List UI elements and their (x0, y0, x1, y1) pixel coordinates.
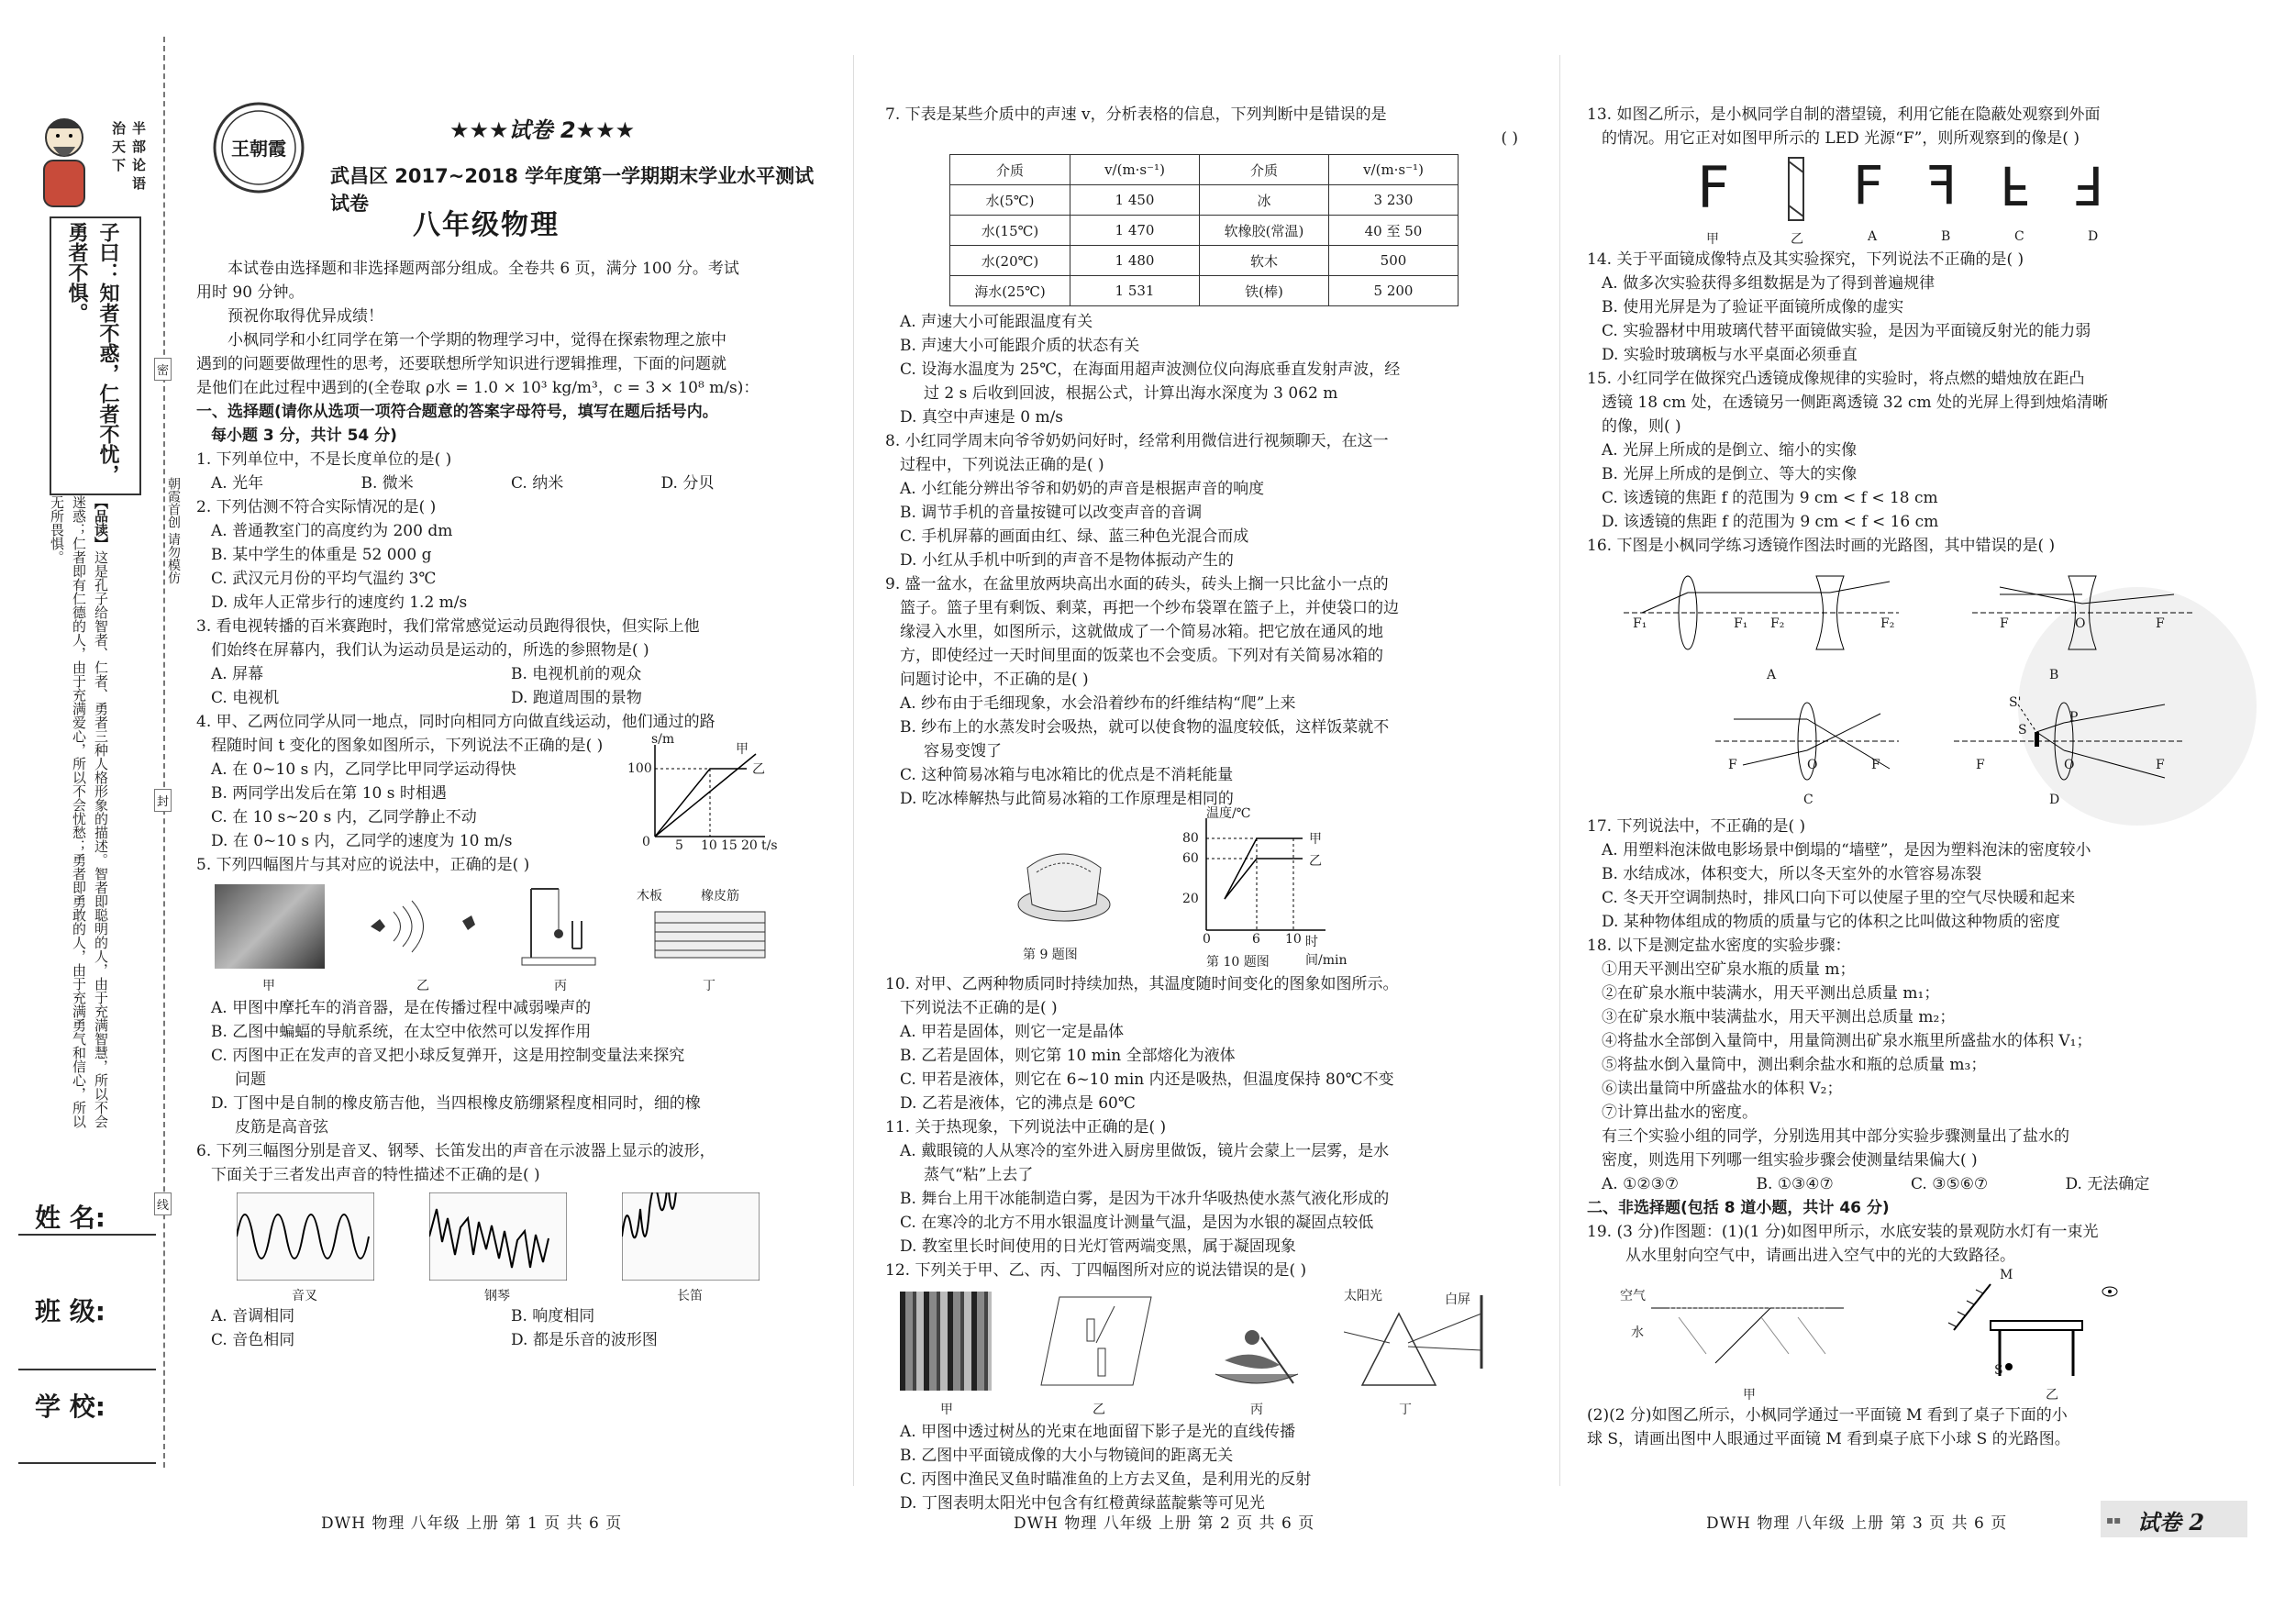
option-cont: 过 2 s 后收到回波，根据公式，计算出海水深度为 3 062 m (924, 384, 1338, 403)
simple-fridge-image (1014, 831, 1115, 932)
table-cell: 5 200 (1329, 276, 1459, 306)
section-1-heading-cont: 每小题 3 分，共计 54 分) (211, 427, 397, 445)
table-cell: 软木 (1200, 246, 1329, 276)
step: ④将盐水全部倒入量筒中，用量筒测出矿泉水瓶里所盛盐水的体积 V₁； (1602, 1032, 2092, 1050)
option[interactable]: D. 成年人正常步行的速度约 1.2 m/s (211, 593, 468, 612)
question-8-cont: 过程中，下列说法正确的是( ) (900, 456, 1104, 474)
figure-label: A (1767, 668, 1777, 682)
school-field[interactable] (18, 1462, 156, 1464)
point-p-label: P (2069, 710, 2079, 725)
intro-line: 本试卷由选择题和非选择题两部分组成。全卷共 6 页，满分 100 分。考试 (227, 260, 739, 278)
focus-label: F₁ (1633, 616, 1647, 631)
question-13-cont: 的情况。用它正对如图甲所示的 LED 光源“F”，则所观察到的像是( ) (1602, 129, 2080, 148)
option-cont: 容易变馊了 (924, 742, 1002, 760)
white-screen-label: 白屏 (1445, 1292, 1470, 1307)
graph-x6: 6 (1252, 932, 1260, 947)
motorcycle-image (215, 884, 325, 969)
q16-lens-diagrams (1587, 558, 2220, 815)
forest-light-image (900, 1292, 992, 1391)
line-yi-label: 乙 (1309, 854, 1322, 869)
option[interactable]: D. 无法确定 (2065, 1175, 2150, 1193)
option[interactable]: B. 微米 (360, 474, 414, 493)
question-8: 8. 小红同学周末向爷爷奶奶问好时，经常利用微信进行视频聊天，在这一 (885, 432, 1389, 450)
question-19: 19. (3 分)作图题：(1)(1 分)如图甲所示，水底安装的景观防水灯有一束光 (1587, 1223, 2099, 1241)
motto-char: 天 (112, 139, 127, 155)
image-point-label: S' (2009, 695, 2022, 710)
question-10: 10. 对甲、乙两种物质同时持续加热，其温度随时间变化的图象如图所示。 (885, 975, 1399, 993)
prism-dispersion-image (1344, 1286, 1500, 1394)
option-b-image: F (1926, 154, 1958, 216)
table-cell: 1 531 (1070, 276, 1200, 306)
figure-label: C (2014, 229, 2024, 244)
question-13: 13. 如图乙所示，是小枫同学自制的潜望镜，利用它能在隐蔽处观察到外面 (1587, 105, 2101, 124)
class-label: 班 级: (35, 1296, 105, 1326)
optical-center-label: O (1807, 758, 1818, 772)
school-label: 学 校: (35, 1392, 105, 1422)
question-15-cont: 的像，则( ) (1602, 417, 1681, 436)
motto-char: 下 (112, 157, 127, 173)
option[interactable]: D. 小红从手机中听到的声音不是物体振动产生的 (900, 551, 1234, 570)
q6-options-row1 (211, 1304, 811, 1328)
step: ①用天平测出空矿泉水瓶的质量 m； (1602, 960, 1856, 979)
motto-char: 部 (132, 139, 147, 155)
question-16: 16. 下图是小枫同学练习透镜作图法时画的光路图，其中错误的是( ) (1587, 537, 2056, 555)
question-15-cont: 透镜 18 cm 处，在透镜另一侧距离透镜 32 cm 处的光屏上得到烛焰清晰 (1602, 394, 2108, 412)
question-18: 18. 以下是测定盐水密度的实验步骤： (1587, 937, 1851, 955)
waveform-label: 钢琴 (484, 1289, 510, 1303)
focus-label: F (1871, 758, 1880, 772)
graph-y100: 100 (627, 761, 652, 776)
graph-y80: 80 (1182, 831, 1199, 846)
option[interactable]: C. 丙图中渔民叉鱼时瞄准鱼的上方去叉鱼，是利用光的反射 (900, 1470, 1312, 1489)
option[interactable]: A. 用塑料泡沫做电影场景中倒塌的“墙壁”，是因为塑料泡沫的密度较小 (1602, 841, 2091, 859)
water-light-diagram (1651, 1281, 1853, 1372)
page-1 (193, 0, 816, 1597)
option[interactable]: A. ①②③⑦ (1602, 1175, 1680, 1193)
question-2: 2. 下列估测不符合实际情况的是( ) (196, 498, 437, 516)
question-18-tail: 密度，则选用下列哪一组实验步骤会使测量结果偏大( ) (1602, 1151, 1978, 1170)
intro-line: 小枫同学和小红同学在第一个学期的物理学习中，觉得在探索物理之旅中 (227, 331, 727, 349)
option[interactable]: C. 在 10 s~20 s 内，乙同学静止不动 (211, 808, 477, 826)
figure-label: 丙 (554, 979, 567, 993)
table-header-cell: 介质 (950, 155, 1070, 185)
table-header-cell: v/(m·s⁻¹) (1070, 155, 1200, 185)
figure-label: 甲 (940, 1403, 953, 1417)
intro-line: 遇到的问题要做理性的思考，还要联想所学知识进行逻辑推理，下面的问题就 (196, 355, 727, 373)
option[interactable]: D. 都是乐音的波形图 (511, 1331, 658, 1349)
figure-label: 乙 (416, 979, 429, 993)
option[interactable]: A. 普通教室门的高度约为 200 dm (211, 522, 453, 540)
step: ⑦计算出盐水的密度。 (1602, 1103, 1758, 1122)
q18-options (1602, 1172, 2220, 1196)
question-18-tail: 有三个实验小组的同学，分别选用其中部分实验步骤测量出了盐水的 (1602, 1127, 2069, 1146)
figure-label: A (1868, 229, 1878, 244)
question-7: 7. 下表是某些介质中的声速 v，分析表格的信息，下列判断中是错误的是 (885, 105, 1387, 124)
option[interactable]: C. 手机屏幕的画面由红、绿、蓝三种色光混合而成 (900, 527, 1249, 546)
reading-text: 这是孔子给智者、仁者、勇者三种人格形象的描述。智者即聪明的人，由于充满智慧，所以不会迷惑；仁者即有仁德的人，由于充满爱心，所以不会忧愁；勇者即勇敢的人，由于充满勇气和信心，所以无所畏惧。 (49, 495, 109, 1128)
sidebar (0, 0, 181, 1597)
name-label: 姓 名: (35, 1203, 105, 1233)
question-19-cont: 从水里射向空气中，请画出进入空气中的光的大致路径。 (1625, 1247, 2015, 1265)
graph-xlabel: t/s (761, 838, 778, 853)
mirror-table-diagram (1936, 1275, 2137, 1385)
class-field[interactable] (18, 1369, 156, 1370)
table-header-cell: 介质 (1200, 155, 1329, 185)
option[interactable]: D. 教室里长时间使用的日光灯管两端变黑，属于凝固现象 (900, 1237, 1296, 1256)
copyright-stamp: 朝霞首创 请勿模仿 (166, 477, 181, 584)
figure-label: D (2049, 793, 2060, 807)
optical-center-label: O (2075, 616, 2086, 631)
focus-label: F₂ (1880, 616, 1895, 631)
option[interactable]: A. 纱布由于毛细现象，水会沿着纱布的纤维结构“爬”上来 (900, 694, 1296, 713)
waveform-flute (622, 1192, 760, 1284)
waveform-tuning-fork (237, 1192, 374, 1284)
plane-mirror-image (1032, 1288, 1160, 1394)
option[interactable]: B. 水结成冰，体积变大，所以冬天室外的水管容易冻裂 (1602, 865, 1982, 883)
table-cell: 冰 (1200, 185, 1329, 216)
graph-y60: 60 (1182, 851, 1199, 866)
motto-char: 语 (132, 175, 147, 192)
option[interactable]: D. 实验时玻璃板与水平桌面必须垂直 (1602, 346, 1858, 364)
question-10-cont: 下列说法不正确的是( ) (900, 999, 1058, 1017)
option[interactable]: A. 甲图中摩托车的消音器，是在传播过程中减弱噪声的 (211, 999, 592, 1017)
page-2 (885, 0, 1518, 1597)
option[interactable]: D. 该透镜的焦距 f 的范围为 9 cm < f < 16 cm (1602, 513, 1939, 531)
bat-sound-image (352, 884, 490, 969)
rubber-band-guitar-image (637, 884, 783, 969)
graph-x0: 0 (1203, 932, 1211, 947)
exam-number: ★★★试卷 2★★★ (449, 117, 636, 143)
step: ⑤将盐水倒入量筒中，测出剩余盐水和瓶的总质量 m₃； (1602, 1056, 1987, 1074)
corner-tab (2101, 1501, 2247, 1537)
q12-figures (885, 1282, 1518, 1420)
subject-title: 八年级物理 (413, 209, 560, 241)
figure-label: 乙 (1093, 1403, 1105, 1417)
question-11: 11. 关于热现象，下列说法中正确的是( ) (885, 1118, 1167, 1137)
table-cell: 500 (1329, 246, 1459, 276)
tuning-fork-image (517, 884, 600, 969)
table-row (950, 185, 1459, 216)
question-6-cont: 下面关于三者发出声音的特性描述不正确的是( ) (211, 1166, 540, 1184)
question-15: 15. 小红同学在做探究凸透镜成像规律的实验时，将点燃的蜡烛放在距凸 (1587, 370, 2085, 388)
q5-figures (196, 877, 811, 996)
table-cell: 3 230 (1329, 185, 1459, 216)
table-cell: 1 450 (1070, 185, 1200, 216)
option[interactable]: A. 在 0~10 s 内，乙同学比甲同学运动得快 (211, 760, 516, 779)
option-cont: 问题 (235, 1070, 266, 1089)
q1-options (211, 471, 811, 495)
option[interactable]: A. 屏幕 (211, 665, 264, 683)
option[interactable]: D. 丁图表明太阳光中包含有红橙黄绿蓝靛紫等可见光 (900, 1494, 1265, 1513)
option[interactable]: D. 分贝 (660, 474, 715, 493)
corner-label: 试卷 2 (2137, 1509, 2205, 1536)
option[interactable]: A. 声速大小可能跟温度有关 (900, 313, 1093, 331)
table-header-row (950, 155, 1459, 185)
question-17: 17. 下列说法中，不正确的是( ) (1587, 817, 1806, 836)
figure-label: B (2049, 668, 2059, 682)
logo (204, 97, 314, 198)
focus-label: F (2000, 616, 2009, 631)
object-point-label: S (2018, 723, 2027, 738)
table-cell: 1 480 (1070, 246, 1200, 276)
option-cont: 蒸气“粘”上去了 (924, 1166, 1034, 1184)
focus-label: F (2156, 758, 2165, 772)
question-14: 14. 关于平面镜成像特点及其实验探究，下列说法不正确的是( ) (1587, 250, 2024, 269)
question-4: 4. 甲、乙两位同学从同一地点，同时向相同方向做直线运动，他们通过的路 (196, 713, 715, 731)
table-cell: 1 470 (1070, 216, 1200, 246)
q3-options-row1 (211, 662, 811, 686)
option[interactable]: C. 该透镜的焦距 f 的范围为 9 cm < f < 18 cm (1602, 489, 1938, 507)
water-label: 水 (1631, 1325, 1644, 1340)
section-2-heading: 二、非选择题(包括 8 道小题，共计 46 分) (1587, 1199, 1890, 1217)
option-a-image: F (1853, 154, 1884, 216)
option-d-image: F (2073, 154, 2104, 216)
table-cell: 水(20℃) (950, 246, 1070, 276)
table-cell: 海水(25℃) (950, 276, 1070, 306)
option[interactable]: B. 纱布上的水蒸发时会吸热，就可以使食物的温度较低，这样饭菜就不 (900, 718, 1390, 737)
intro-block (196, 257, 811, 1352)
question-1: 1. 下列单位中，不是长度单位的是( ) (196, 450, 452, 469)
question-19-part2: (2)(2 分)如图乙所示，小枫同学通过一平面镜 M 看到了桌子下面的小 (1587, 1406, 2068, 1425)
option[interactable]: A. 小红能分辨出爷爷和奶奶的声音是根据声音的响度 (900, 480, 1265, 498)
option[interactable]: B. 乙图中平面镜成像的大小与物镜间的距离无关 (900, 1447, 1234, 1465)
question-19-part2-cont: 球 S，请画出图中人眼通过平面镜 M 看到桌子底下小球 S 的光路图。 (1587, 1430, 2070, 1448)
table-row (950, 246, 1459, 276)
sunlight-label: 太阳光 (1344, 1289, 1382, 1303)
lens-diagram-c (1715, 695, 1899, 787)
question-4-cont: 程随时间 t 变化的图象如图所示，下列说法不正确的是( ) (211, 737, 604, 755)
motto-char: 半 (132, 120, 147, 137)
question-6: 6. 下列三幅图分别是音叉、钢琴、长笛发出的声音在示波器上显示的波形， (196, 1142, 715, 1160)
figure-label: C (1803, 793, 1814, 807)
step: ②在矿泉水瓶中装满水，用天平测出总质量 m₁； (1602, 984, 1940, 1003)
periscope-image (1780, 154, 1816, 224)
question-5: 5. 下列四幅图片与其对应的说法中，正确的是( ) (196, 856, 530, 874)
intro-line: 用时 90 分钟。 (196, 283, 305, 302)
figure-label: D (2088, 229, 2099, 244)
graph-y0: 0 (642, 835, 650, 849)
q13-figures (1587, 150, 2220, 248)
option[interactable]: A. 戴眼镜的人从寒冷的室外进入厨房里做饭，镜片会蒙上一层雾，是水 (900, 1142, 1390, 1160)
page-footer: DWH 物理 八年级 上册 第 1 页 共 6 页 (321, 1514, 623, 1533)
lens-diagram-a (1624, 567, 1899, 659)
air-label: 空气 (1620, 1289, 1646, 1303)
table-cell: 水(15℃) (950, 216, 1070, 246)
option[interactable]: D. 丁图中是自制的橡皮筋吉他，当四根橡皮筋绷紧程度相同时，细的橡 (211, 1094, 701, 1113)
step: ③在矿泉水瓶中装满盐水，用天平测出总质量 m₂； (1602, 1008, 1956, 1026)
focus-label: F (2156, 616, 2165, 631)
intro-line: 预祝你取得优异成绩！ (227, 307, 383, 326)
option[interactable]: A. 音调相同 (211, 1307, 295, 1325)
option[interactable]: D. 乙若是液体，它的沸点是 60℃ (900, 1094, 1136, 1113)
waveform-label: 长笛 (677, 1289, 703, 1303)
option[interactable]: D. 吃冰棒解热与此简易冰箱的工作原理是相同的 (900, 790, 1234, 808)
graph-x10: 10 (1285, 932, 1302, 947)
focus-label: F (1976, 758, 1985, 772)
option-cont: 皮筋是高音弦 (235, 1118, 328, 1137)
lens-diagram-b (1972, 567, 2192, 659)
option[interactable]: A. 做多次实验获得多组数据是为了得到普遍规律 (1602, 274, 1936, 293)
option[interactable]: C. 电视机 (211, 689, 280, 707)
option[interactable]: B. 电视机前的观众 (511, 665, 642, 683)
question-3-cont: 们始终在屏幕内，我们认为运动员是运动的，所选的参照物是( ) (211, 641, 649, 660)
option[interactable]: B. 响度相同 (511, 1307, 595, 1325)
lens-diagram-d (1954, 695, 2183, 787)
option[interactable]: C. 丙图中正在发声的音叉把小球反复弹开，这是用控制变量法来探究 (211, 1047, 685, 1065)
option[interactable]: C. 这种简易冰箱与电冰箱比的优点是不消耗能量 (900, 766, 1234, 784)
option[interactable]: B. 声速大小可能跟介质的状态有关 (900, 337, 1140, 355)
logo-text: 王朝霞 (231, 138, 286, 160)
line-yi-label: 乙 (752, 762, 765, 777)
graph-xtick: 20 (741, 838, 758, 853)
graph-xtick: 15 (721, 838, 738, 853)
line-jia-label: 甲 (1309, 832, 1322, 847)
table-row (950, 216, 1459, 246)
confucius-portrait (28, 110, 101, 211)
figure-label: 乙 (1791, 232, 1803, 247)
question-9-cont: 方，即使经过一天时间里面的饭菜也不会变质。下列对有关简易冰箱的 (900, 647, 1383, 665)
fisherman-image (1206, 1319, 1307, 1392)
motto-quote-box (50, 216, 141, 495)
intro-line: 是他们在此过程中遇到的(全卷取 ρ水 = 1.0 × 10³ kg/m³，c = 3 × 10⁸ m/s)： (196, 379, 760, 397)
reading-box (46, 495, 141, 1128)
graph-y20: 20 (1182, 892, 1199, 906)
option[interactable]: A. 光屏上所成的是倒立、缩小的实像 (1602, 441, 1858, 460)
option[interactable]: C. ③⑤⑥⑦ (1911, 1175, 1989, 1193)
option[interactable]: D. 跑道周围的景物 (511, 689, 642, 707)
seal-line (163, 37, 165, 1468)
figure-label: 丁 (1399, 1403, 1412, 1417)
option[interactable]: C. 纳米 (511, 474, 564, 493)
name-field[interactable] (18, 1234, 156, 1236)
table-header-cell: v/(m·s⁻¹) (1329, 155, 1459, 185)
page-footer: DWH 物理 八年级 上册 第 3 页 共 6 页 (1706, 1514, 2008, 1533)
table-cell: 铁(棒) (1200, 276, 1329, 306)
graph-ylabel: 温度/℃ (1206, 806, 1251, 821)
ball-s-label: S (1994, 1363, 2003, 1378)
option[interactable]: B. ①③④⑦ (1756, 1175, 1834, 1193)
option[interactable]: A. 甲若是固体，则它一定是晶体 (900, 1023, 1125, 1041)
q19-figures (1587, 1268, 2220, 1403)
q3-options-row2 (211, 686, 811, 710)
fig9-caption: 第 9 题图 (1023, 948, 1078, 962)
graph-ylabel: s/m (651, 732, 675, 747)
optical-center-label: O (2064, 758, 2075, 772)
option[interactable]: B. 舞台上用干冰能制造白雾，是因为干冰升华吸热使水蒸气液化形成的 (900, 1190, 1390, 1208)
focus-label: F (1728, 758, 1737, 772)
seal-mark: 封 (154, 789, 172, 812)
option[interactable]: C. 音色相同 (211, 1331, 295, 1349)
motto-char: 论 (132, 157, 147, 173)
option[interactable]: D. 某种物体组成的物质的质量与它的体积之比叫做这种物质的密度 (1602, 913, 2060, 931)
q9-q10-figures (885, 806, 1518, 972)
option[interactable]: B. 光屏上所成的是倒立、等大的实像 (1602, 465, 1858, 483)
table-cell: 40 至 50 (1329, 216, 1459, 246)
page-3 (1587, 0, 2247, 1597)
exam-title: 武昌区 2017~2018 学年度第一学期期末学业水平测试试卷 (330, 165, 815, 215)
option[interactable]: C. 甲若是液体，则它在 6~10 min 内还是吸热，但温度保持 80℃不变 (900, 1070, 1394, 1089)
sound-speed-table (949, 154, 1459, 306)
option[interactable]: B. 两同学出发后在第 10 s 时相遇 (211, 784, 447, 803)
q6-waveforms (196, 1187, 811, 1304)
figure-label: 甲 (1743, 1388, 1756, 1403)
page-divider (853, 55, 854, 1486)
reading-label: 【品读】 (93, 495, 109, 550)
option[interactable]: B. 某中学生的体重是 52 000 g (211, 546, 432, 564)
question-9-cont: 缘浸入水里，如图所示，这就做成了一个简易冰箱。把它放在通风的地 (900, 623, 1383, 641)
option[interactable]: C. 实验器材中用玻璃代替平面镜做实验，是因为平面镜反射光的能力弱 (1602, 322, 2091, 340)
option[interactable]: C. 在寒冷的北方不用水银温度计测量气温，是因为水银的凝固点较低 (900, 1214, 1374, 1232)
mirror-m-label: M (2000, 1268, 2013, 1282)
motto-quote: 子曰：知者不惑，仁者不忧，勇者不惧。 (65, 222, 119, 484)
graph-xtick: 10 (701, 838, 717, 853)
figure-label: 丙 (1250, 1403, 1263, 1417)
seal-mark: 线 (154, 1192, 172, 1215)
option[interactable]: A. 光年 (211, 474, 264, 493)
option[interactable]: C. 武汉元月份的平均气温约 3℃ (211, 570, 437, 588)
focus-label: F₂ (1770, 616, 1785, 631)
figure-label: 丁 (703, 979, 715, 993)
option[interactable]: B. 乙若是固体，则它第 10 min 全部熔化为液体 (900, 1047, 1236, 1065)
figure-label: B (1941, 229, 1951, 244)
led-f-source: F (1697, 154, 1730, 221)
option[interactable]: C. 冬天开空调制热时，排风口向下可以使屋子里的空气尽快暖和起来 (1602, 889, 2076, 907)
graph-xlabel: 时间/min (1305, 935, 1348, 968)
rubber-band-label: 橡皮筋 (701, 889, 739, 904)
figure-label: 甲 (262, 979, 275, 993)
q6-options-row2 (211, 1328, 811, 1352)
page-divider (1559, 55, 1560, 1486)
option[interactable]: D. 真空中声速是 0 m/s (900, 408, 1064, 427)
wood-board-label: 木板 (637, 889, 662, 904)
corner-dots-icon: ▪▪ (2106, 1514, 2122, 1526)
question-7-paren: ( ) (1501, 129, 1518, 148)
page-footer: DWH 物理 八年级 上册 第 2 页 共 6 页 (1014, 1514, 1315, 1533)
figure-label: 甲 (1706, 232, 1719, 247)
question-12: 12. 下列关于甲、乙、丙、丁四幅图所对应的说法错误的是( ) (885, 1261, 1307, 1280)
seal-mark: 密 (154, 358, 172, 381)
step: ⑥读出量筒中所盛盐水的体积 V₂； (1602, 1080, 1843, 1098)
waveform-label: 音叉 (292, 1289, 317, 1303)
table-cell: 软橡胶(常温) (1200, 216, 1329, 246)
graph-xtick: 5 (675, 838, 683, 853)
option[interactable]: D. 在 0~10 s 内，乙同学的速度为 10 m/s (211, 832, 513, 850)
option-c-image: F (2000, 154, 2031, 216)
option[interactable]: B. 使用光屏是为了验证平面镜所成像的虚实 (1602, 298, 1904, 316)
section-1-heading: 一、选择题(请你从选项一项符合题意的答案字母符号，填写在题后括号内。 (196, 403, 718, 421)
motto-char: 治 (112, 120, 127, 137)
focus-label: F₁ (1734, 616, 1748, 631)
option[interactable]: B. 调节手机的音量按键可以改变声音的音调 (900, 504, 1203, 522)
fig10-caption: 第 10 题图 (1206, 955, 1270, 970)
question-9-cont: 篮子。篮子里有剩饭、剩菜，再把一个纱布袋罩在篮子上，并使袋口的边 (900, 599, 1399, 617)
option[interactable]: A. 甲图中透过树丛的光束在地面留下影子是光的直线传播 (900, 1423, 1296, 1441)
question-9: 9. 盛一盆水，在盆里放两块高出水面的砖头，砖头上搁一只比盆小一点的 (885, 575, 1389, 593)
table-cell: 水(5℃) (950, 185, 1070, 216)
question-3: 3. 看电视转播的百米赛跑时，我们常常感觉运动员跑得很快，但实际上他 (196, 617, 700, 636)
figure-label: 乙 (2046, 1388, 2058, 1403)
line-jia-label: 甲 (736, 742, 749, 757)
table-row (950, 276, 1459, 306)
question-9-cont: 问题讨论中，不正确的是( ) (900, 671, 1089, 689)
waveform-piano (429, 1192, 567, 1284)
option[interactable]: C. 设海水温度为 25℃，在海面用超声波测位仪向海底垂直发射声波，经 (900, 360, 1401, 379)
option[interactable]: B. 乙图中蝙蝠的导航系统，在太空中依然可以发挥作用 (211, 1023, 592, 1041)
q4-st-graph (627, 732, 778, 855)
